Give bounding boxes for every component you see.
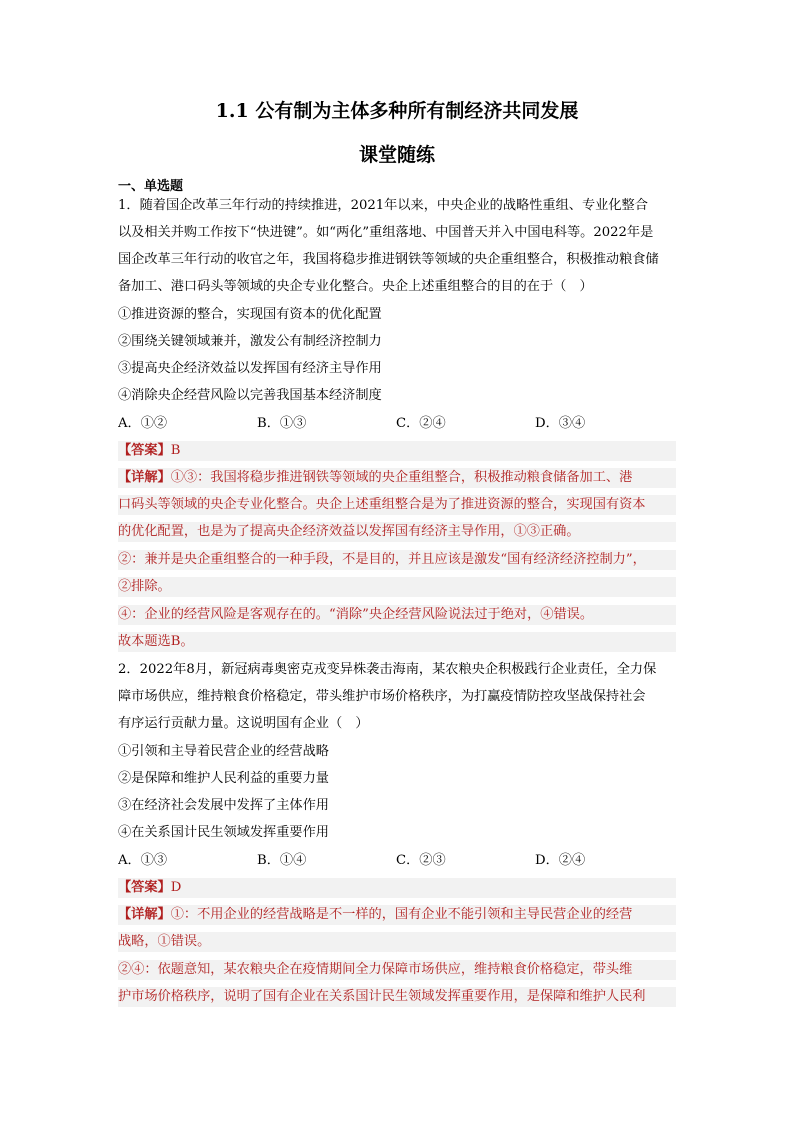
q2-detail-line: ②④：依题意知，某农粮央企在疫情期间全力保障市场供应，维持粮食价格稳定，带头维 bbox=[118, 960, 676, 980]
q1-detail-line: ②排除。 bbox=[118, 577, 676, 597]
q1-option-d: D．③④ bbox=[535, 416, 586, 431]
section-heading: 一、单选题 bbox=[118, 179, 184, 194]
q1-item: ②围绕关键领域兼并，激发公有制经济控制力 bbox=[118, 334, 382, 349]
q1-option-b: B．①③ bbox=[257, 416, 307, 431]
q2-option-c: C．②③ bbox=[396, 853, 446, 868]
q1-detail-line bbox=[118, 468, 676, 488]
detail-tag: 【详解】 bbox=[118, 907, 171, 922]
q2-option-d: D．②④ bbox=[535, 853, 586, 868]
q1-detail-line: ②：兼并是央企重组整合的一种手段，不是目的，并且应该是激发“国有经济经济控制力”， bbox=[118, 550, 676, 570]
q1-item: ④消除央企经营风险以完善我国基本经济制度 bbox=[118, 388, 382, 403]
q1-item: ①推进资源的整合，实现国有资本的优化配置 bbox=[118, 307, 382, 322]
q1-detail-line: 的优化配置，也是为了提高央企经济效益以发挥国有经济主导作用，①③正确。 bbox=[118, 522, 676, 542]
q2-answer bbox=[118, 878, 676, 898]
q2-option-a: A．①③ bbox=[118, 853, 168, 868]
answer-tag: 【答案】 bbox=[118, 880, 171, 895]
q2-options bbox=[118, 851, 676, 871]
q1-stem-line: 1．随着国企改革三年行动的持续推进，2021年以来，中央企业的战略性重组、专业化整合 bbox=[118, 198, 648, 213]
q2-option-b: B．①④ bbox=[257, 853, 307, 868]
q2-detail-line: 护市场价格秩序，说明了国有企业在关系国计民生领域发挥重要作用，是保障和维护人民利 bbox=[118, 987, 676, 1007]
document-title: 1.1 公有制为主体多种所有制经济共同发展 bbox=[215, 100, 579, 122]
q2-item: ①引领和主导着民营企业的经营战略 bbox=[118, 744, 329, 759]
q1-stem-line: 备加工、港口码头等领域的央企专业化整合。央企上述重组整合的目的在于（ ） bbox=[118, 279, 593, 294]
detail-text: ①：不用企业的经营战略是不一样的，国有企业不能引领和主导民营企业的经营 bbox=[170, 907, 633, 922]
q2-stem-line: 障市场供应，维持粮食价格稳定，带头维护市场价格秩序，为打赢疫情防控攻坚战保持社会 bbox=[118, 689, 646, 704]
q1-detail-line: ④：企业的经营风险是客观存在的。“消除”央企经营风险说法过于绝对，④错误。 bbox=[118, 605, 676, 625]
q2-item: ④在关系国计民生领域发挥重要作用 bbox=[118, 825, 329, 840]
q1-option-a: A．①② bbox=[118, 416, 168, 431]
q2-detail-line bbox=[118, 905, 676, 925]
q1-options bbox=[118, 414, 676, 434]
document-subtitle: 课堂随练 bbox=[358, 144, 435, 166]
answer-value: D bbox=[170, 880, 182, 895]
q1-detail-line: 口码头等领域的央企专业化整合。央企上述重组整合是为了推进资源的整合，实现国有资本 bbox=[118, 495, 676, 515]
q2-item: ③在经济社会发展中发挥了主体作用 bbox=[118, 798, 329, 813]
answer-tag: 【答案】 bbox=[118, 443, 171, 458]
q2-stem-line: 有序运行贡献力量。这说明国有企业（ ） bbox=[118, 716, 369, 731]
detail-tag: 【详解】 bbox=[118, 470, 171, 485]
q1-stem-line: 以及相关并购工作按下“快进键”。如“两化”重组落地、中国普天并入中国电科等。2022年是 bbox=[118, 225, 654, 240]
q2-detail-line: 战略，①错误。 bbox=[118, 932, 676, 952]
q1-option-c: C．②④ bbox=[396, 416, 446, 431]
q2-item: ②是保障和维护人民利益的重要力量 bbox=[118, 771, 329, 786]
q1-stem-line: 国企改革三年行动的收官之年，我国将稳步推进钢铁等领域的央企重组整合，积极推动粮食储 bbox=[118, 252, 659, 267]
q1-answer bbox=[118, 441, 676, 461]
detail-text: ①③：我国将稳步推进钢铁等领域的央企重组整合，积极推动粮食储备加工、港 bbox=[170, 470, 633, 485]
q2-stem-line: 2．2022年8月，新冠病毒奥密克戎变异株袭击海南，某农粮央企积极践行企业责任，全力保 bbox=[118, 662, 657, 677]
q1-detail-line: 故本题选B。 bbox=[118, 632, 676, 652]
answer-value: B bbox=[170, 443, 181, 458]
q1-item: ③提高央企经济效益以发挥国有经济主导作用 bbox=[118, 361, 382, 376]
